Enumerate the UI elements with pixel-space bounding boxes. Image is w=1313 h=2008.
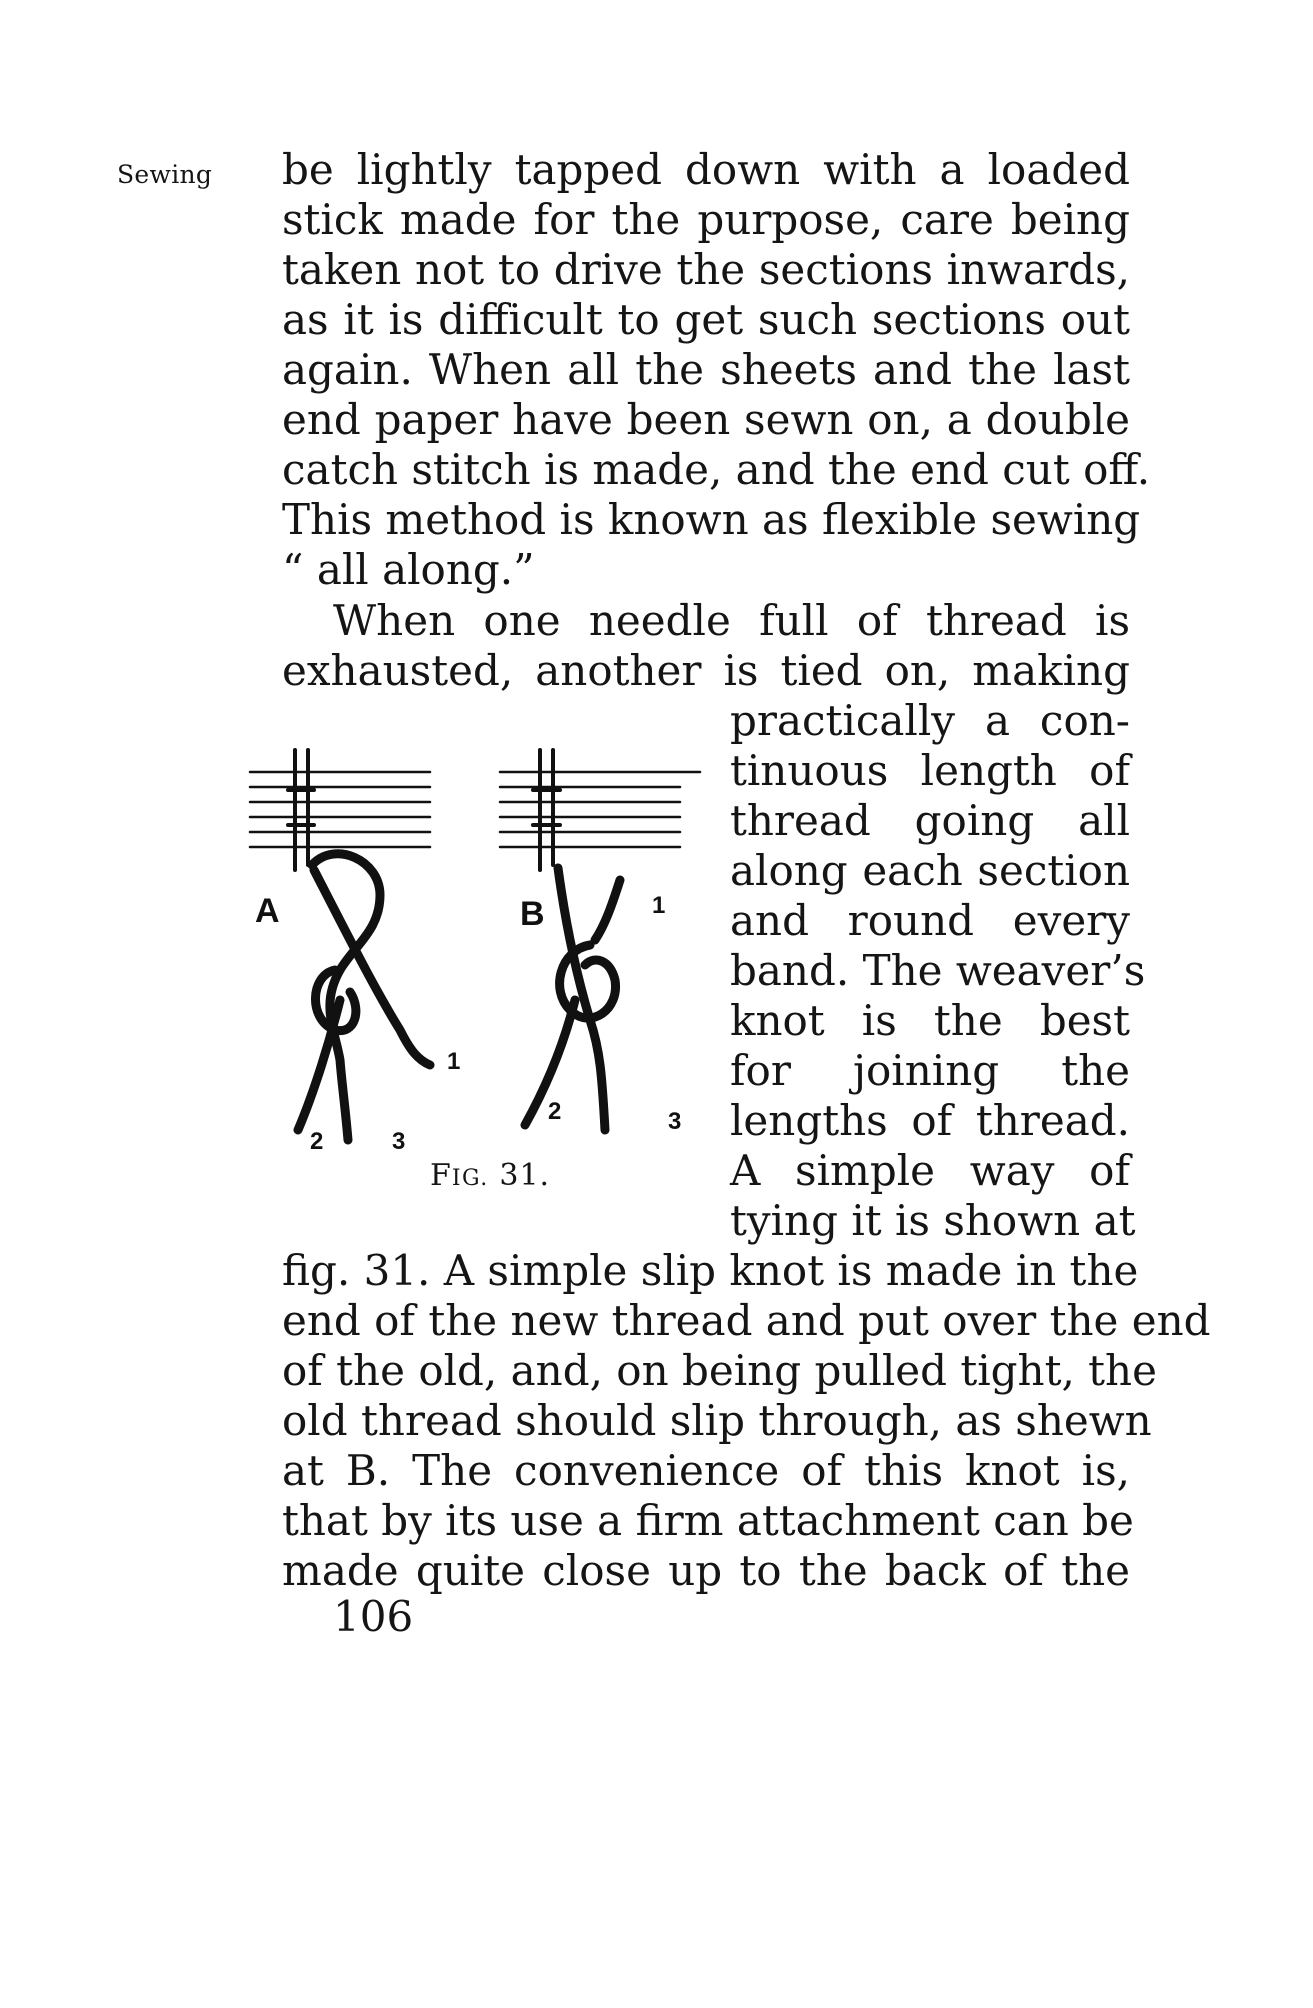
text-line: When one needle full of thread is — [333, 596, 1130, 645]
figure-b-end-label: 3 — [668, 1108, 682, 1135]
text-line: of the old, and, on being pulled tight, the — [282, 1346, 1157, 1395]
text-line: A simple way of — [730, 1146, 1130, 1195]
text-line: end of the new thread and put over the end — [282, 1296, 1211, 1345]
figure-b-end-label: 2 — [548, 1098, 562, 1125]
text-line: again. When all the sheets and the last — [282, 345, 1130, 394]
page-number: 106 — [333, 1592, 414, 1641]
text-line: fig. 31. A simple slip knot is made in the — [282, 1246, 1139, 1295]
figure-a-end-label: 1 — [447, 1048, 461, 1075]
figure-b-label: B — [520, 895, 545, 933]
caption-number: 31. — [499, 1158, 551, 1193]
text-line: tying it is shown at — [730, 1196, 1136, 1245]
caption-smallcaps: IG. — [451, 1166, 489, 1191]
text-line: This method is known as flexible sewing — [282, 495, 1141, 544]
figure-a-end-label: 3 — [392, 1128, 406, 1155]
text-line: at B. The convenience of this knot is, — [282, 1446, 1130, 1495]
text-line: that by its use a firm attachment can be — [282, 1496, 1134, 1545]
figure-caption — [430, 1158, 550, 1193]
figure-a-end-label: 2 — [310, 1128, 324, 1155]
text-line: made quite close up to the back of the — [282, 1546, 1130, 1595]
text-line: end paper have been sewn on, a double — [282, 395, 1130, 444]
figure-a-label: A — [255, 892, 280, 930]
text-line: catch stitch is made, and the end cut off. — [282, 445, 1151, 494]
text-line: as it is difficult to get such sections out — [282, 295, 1130, 344]
figure-a-thread — [298, 854, 430, 1140]
text-line: band. The weaver’s — [730, 946, 1146, 995]
text-line: thread going all — [730, 796, 1130, 845]
text-line: tinuous length of — [730, 746, 1130, 795]
figure-b-sections — [500, 772, 700, 847]
text-line: practically a con- — [730, 696, 1130, 745]
margin-note: Sewing — [117, 160, 213, 189]
text-line: be lightly tapped down with a loaded — [282, 145, 1130, 194]
text-line: taken not to drive the sections inwards, — [282, 245, 1130, 294]
figure-b-end-label: 1 — [652, 892, 666, 919]
knot-illustration — [240, 730, 710, 1150]
text-line: old thread should slip through, as shewn — [282, 1396, 1152, 1445]
figure-a-band — [288, 750, 314, 870]
text-line: along each section — [730, 846, 1130, 895]
text-line: and round every — [730, 896, 1130, 945]
text-line: exhausted, another is tied on, making — [282, 646, 1130, 695]
figure-b-band — [533, 750, 560, 870]
caption-prefix: F — [430, 1158, 452, 1193]
text-line: lengths of thread. — [730, 1096, 1130, 1145]
text-line: stick made for the purpose, care being — [282, 195, 1130, 244]
figure-a-sections — [250, 772, 430, 847]
text-line: “ all along.” — [282, 545, 535, 594]
text-line: for joining the — [730, 1046, 1130, 1095]
text-line: knot is the best — [730, 996, 1130, 1045]
